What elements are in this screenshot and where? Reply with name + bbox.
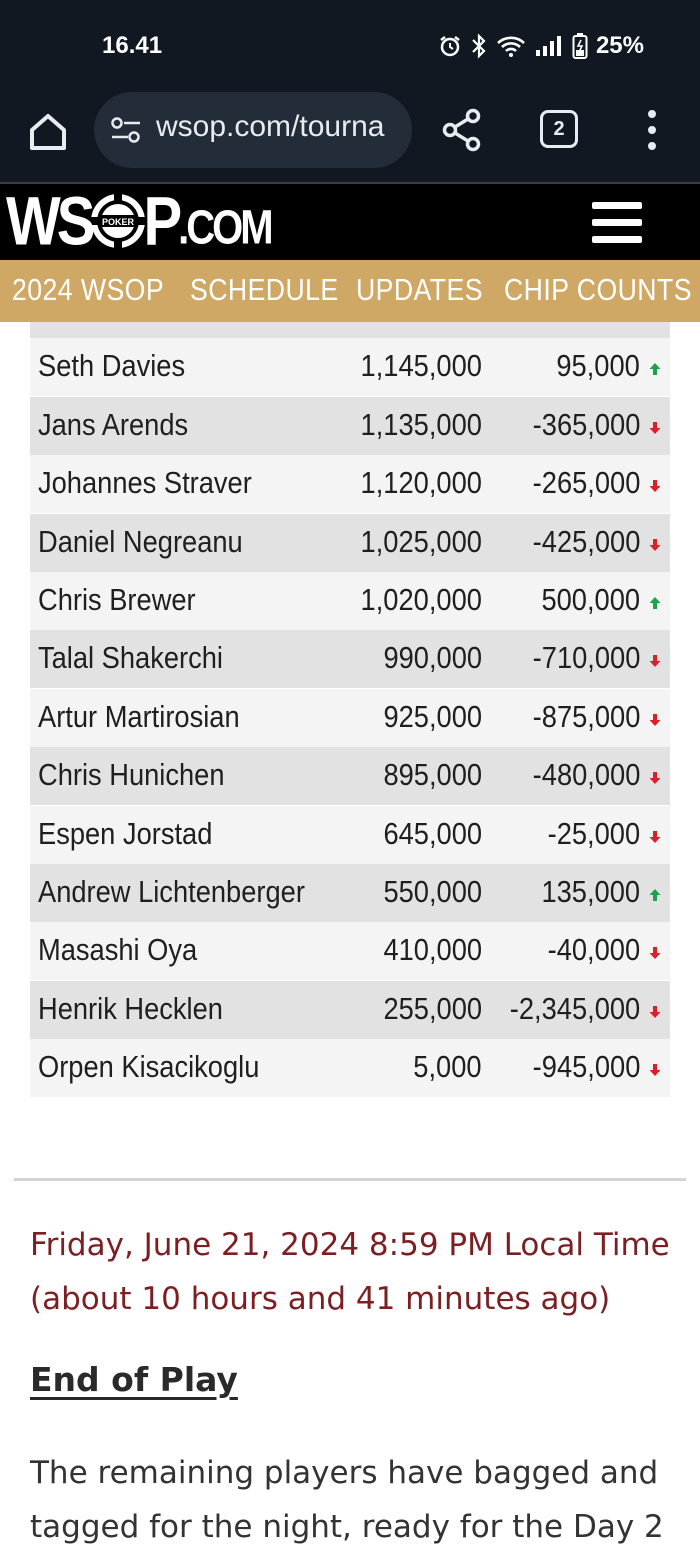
table-row [30, 572, 670, 630]
chip-count: 1,145,000 [360, 348, 482, 384]
home-icon[interactable] [24, 108, 72, 156]
address-bar[interactable] [94, 92, 412, 168]
site-header [0, 184, 700, 260]
status-icons [438, 32, 644, 60]
section-divider [14, 1178, 686, 1181]
url-text: wsop.com/tourna [156, 110, 385, 143]
chip-text: POKER [102, 217, 135, 227]
chip-change: -40,000 [547, 932, 640, 968]
table-row [30, 981, 670, 1039]
chip-count: 895,000 [383, 757, 482, 793]
chip-count: 1,025,000 [360, 523, 482, 559]
table-row [30, 1039, 670, 1097]
tab-switcher-button[interactable]: 2 [540, 110, 578, 148]
player-name[interactable]: Masashi Oya [38, 932, 198, 968]
chip-change: -2,345,000 [509, 990, 640, 1026]
chip-count: 925,000 [383, 698, 482, 734]
arrow-down-icon [648, 654, 662, 668]
arrow-up-icon [648, 888, 662, 902]
player-name[interactable]: Talal Shakerchi [38, 640, 223, 676]
chip-change: -425,000 [532, 523, 640, 559]
table-row [30, 806, 670, 864]
battery-icon [572, 32, 588, 60]
share-icon[interactable] [442, 108, 482, 152]
chip-change: -265,000 [532, 465, 640, 501]
nav-chip-counts[interactable]: CHIP COUNTS [504, 272, 692, 307]
arrow-down-icon [648, 479, 662, 493]
alarm-icon [438, 34, 462, 58]
player-name[interactable]: Jans Arends [38, 406, 189, 442]
chip-count: 990,000 [383, 640, 482, 676]
nav-schedule[interactable]: SCHEDULE [190, 272, 339, 307]
chip-change: 135,000 [541, 874, 640, 909]
table-row [30, 864, 670, 922]
status-bar [0, 0, 700, 92]
chip-count: 1,120,000 [360, 465, 482, 501]
player-name[interactable]: Seth Davies [38, 348, 186, 384]
table-row [30, 514, 670, 572]
arrow-down-icon [648, 830, 662, 844]
poker-chip-icon [89, 192, 147, 250]
post-timestamp: Friday, June 21, 2024 8:59 PM Local Time (about 10 hours and 41 minutes ago) [30, 1227, 670, 1317]
player-name[interactable]: Johannes Straver [38, 465, 252, 501]
battery-percent: 25% [595, 32, 644, 59]
table-row [30, 689, 670, 747]
chip-change: -25,000 [547, 815, 640, 851]
chip-count: 255,000 [383, 990, 482, 1026]
arrow-down-icon [648, 946, 662, 960]
table-row [30, 397, 670, 455]
hamburger-menu-icon[interactable] [592, 202, 642, 244]
player-name[interactable]: Orpen Kisacikoglu [38, 1049, 260, 1085]
post-body: The remaining players have bagged and tagged for the night, ready for the Day 2 [30, 1455, 664, 1545]
arrow-down-icon [648, 1005, 662, 1019]
chip-count: 550,000 [383, 874, 482, 909]
arrow-up-icon [648, 596, 662, 610]
player-name[interactable]: Andrew Lichtenberger [38, 874, 305, 909]
chip-count: 1,020,000 [360, 582, 482, 617]
nav-updates[interactable]: UPDATES [356, 272, 483, 307]
chip-change: -480,000 [532, 757, 640, 793]
chip-change: 95,000 [556, 348, 640, 384]
player-name[interactable]: Artur Martirosian [38, 698, 240, 734]
table-row [30, 747, 670, 805]
player-name[interactable]: Chris Hunichen [38, 757, 225, 793]
table-row [30, 338, 670, 396]
chip-count: 1,135,000 [360, 406, 482, 442]
wsop-logo[interactable]: WS POKER P .COM [6, 182, 271, 260]
chip-count: 410,000 [383, 932, 482, 968]
chip-count: 645,000 [383, 815, 482, 851]
table-row [30, 455, 670, 513]
player-name[interactable]: Espen Jorstad [38, 815, 213, 851]
arrow-down-icon [648, 1063, 662, 1077]
browser-toolbar [0, 92, 700, 182]
table-row [30, 922, 670, 980]
chip-change: -365,000 [532, 406, 640, 442]
arrow-down-icon [648, 713, 662, 727]
bluetooth-icon [470, 33, 488, 59]
player-name[interactable]: Daniel Negreanu [38, 523, 243, 559]
nav-2024-wsop[interactable]: 2024 WSOP [12, 272, 165, 307]
chip-count: 5,000 [413, 1049, 482, 1085]
chip-counts-table [30, 322, 670, 1097]
arrow-down-icon [648, 421, 662, 435]
signal-icon [534, 35, 564, 57]
chip-change: -945,000 [532, 1049, 640, 1085]
arrow-down-icon [648, 771, 662, 785]
wifi-icon [496, 34, 526, 58]
arrow-up-icon [648, 362, 662, 376]
status-time: 16.41 [102, 32, 163, 59]
post-title: End of Play [30, 1360, 238, 1399]
main-nav [0, 260, 700, 322]
chip-change: -710,000 [532, 640, 640, 676]
player-name[interactable]: Chris Brewer [38, 582, 196, 617]
table-row [30, 630, 670, 688]
site-settings-icon[interactable] [110, 116, 142, 144]
table-row [30, 322, 670, 338]
more-options-icon[interactable] [644, 108, 660, 152]
chip-change: 500,000 [541, 582, 640, 617]
arrow-down-icon [648, 538, 662, 552]
chip-change: -875,000 [532, 698, 640, 734]
player-name[interactable]: Henrik Hecklen [38, 990, 223, 1026]
